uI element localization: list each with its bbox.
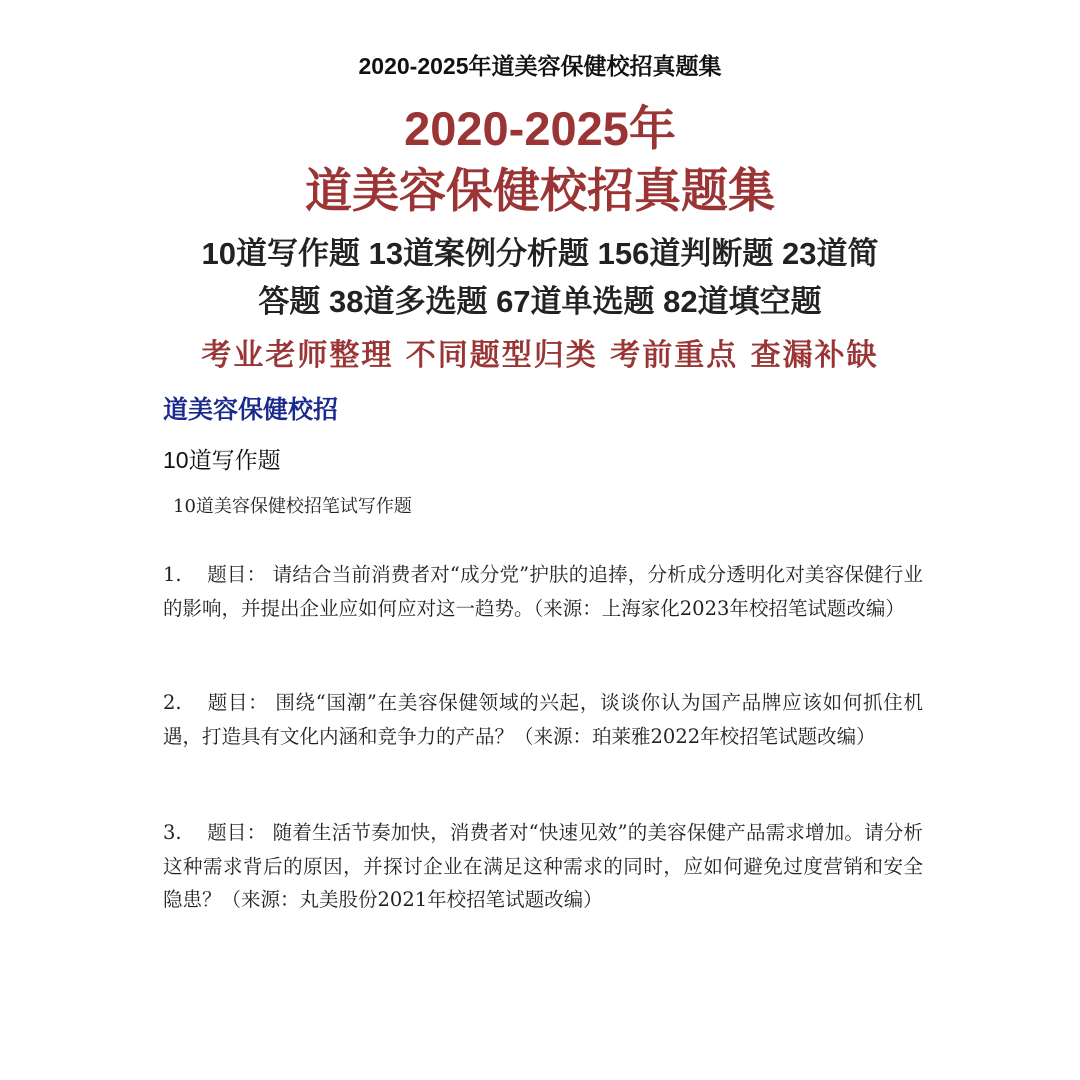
document-title-line-1: 2020-2025年 <box>404 102 676 155</box>
question-item <box>163 558 923 625</box>
question-text: 题目： 随着生活节奏加快，消费者对“快速见效”的美容保健产品需求增加。请分析这种需求背后的原因，并探讨企业在满足这种需求的同时，应如何避免过度营销和安全隐患？（来源：丸美股份2021年校招笔试题改编） <box>163 821 923 911</box>
question-item <box>163 816 923 917</box>
slogan: 考业老师整理 不同题型归类 考前重点 查漏补缺 <box>201 338 879 373</box>
question-text: 题目： 围绕“国潮”在美容保健领域的兴起，谈谈你认为国产品牌应该如何抓住机遇，打造具有文化内涵和竞争力的产品？（来源：珀莱雅2022年校招笔试题改编） <box>163 691 923 748</box>
running-header: 2020-2025年道美容保健校招真题集 <box>358 53 722 79</box>
question-counts-line-1: 10道写作题 13道案例分析题 156道判断题 23道简 <box>201 236 879 271</box>
question-number: 1. <box>163 563 182 586</box>
section-heading: 道美容保健校招 <box>163 396 339 424</box>
subsection-heading: 10道写作题 <box>163 447 281 473</box>
question-number: 3. <box>163 821 182 844</box>
question-text: 题目： 请结合当前消费者对“成分党”护肤的追捧，分析成分透明化对美容保健行业的影响，并提出企业应如何应对这一趋势。（来源：上海家化2023年校招笔试题改编） <box>163 563 923 620</box>
question-counts-line-2: 答题 38道多选题 67道单选题 82道填空题 <box>258 284 822 319</box>
question-number: 2. <box>163 691 182 714</box>
document-title-line-2: 道美容保健校招真题集 <box>305 164 775 217</box>
section-intro: 10道美容保健校招笔试写作题 <box>173 496 412 517</box>
question-item <box>163 686 923 753</box>
